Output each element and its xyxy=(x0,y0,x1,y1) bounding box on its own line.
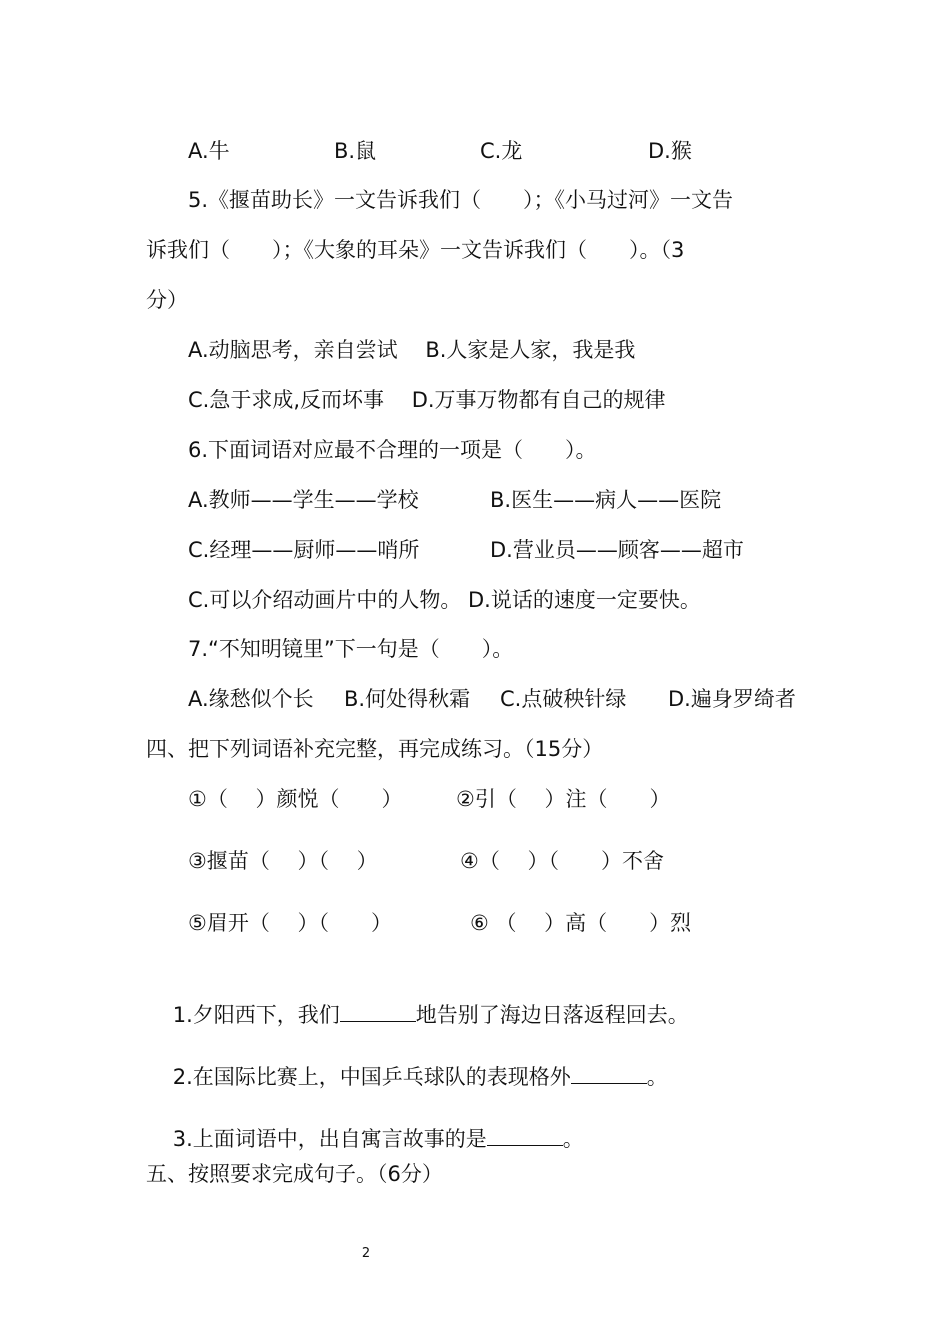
idiom-5: ⑤眉开（ ）（ ） xyxy=(188,911,393,935)
q4-option-a: A.牛 xyxy=(188,139,230,163)
q7-stem: 7.“不知明镜里”下一句是（ ）。 xyxy=(188,637,514,661)
idiom-1: ①（ ）颜悦（ ） xyxy=(188,787,403,811)
q6-option-c: C.经理——厨师——哨所 xyxy=(188,538,420,562)
idiom-3: ③揠苗（ ）（ ） xyxy=(188,849,378,873)
answer-blank-2[interactable] xyxy=(571,1063,647,1084)
q6-option-d: D.营业员——顾客——超市 xyxy=(490,538,744,562)
q6-stem: 6.下面词语对应最不合理的一项是（ ）。 xyxy=(188,438,597,462)
q7-option-c: C.点破秧针绿 xyxy=(500,687,627,711)
fill-sentence-2-suffix: 。 xyxy=(646,1065,668,1089)
idiom-4: ④（ ）（ ）不舍 xyxy=(460,849,665,873)
idiom-2: ②引（ ）注（ ） xyxy=(456,787,671,811)
answer-blank-1[interactable] xyxy=(340,1001,416,1022)
page-number: 2 xyxy=(361,1246,371,1261)
fill-sentence-3-prefix: 3.上面词语中，出自寓言故事的是 xyxy=(172,1127,487,1151)
q4-option-b: B.鼠 xyxy=(334,139,377,163)
section5-title: 五、按照要求完成句子。（6分） xyxy=(146,1162,443,1186)
q4-option-c: C.龙 xyxy=(480,139,523,163)
q5-stem-line3: 分） xyxy=(146,288,188,312)
fill-sentence-2-prefix: 2.在国际比赛上，中国乒乓球队的表现格外 xyxy=(172,1065,571,1089)
q7-option-d: D.遍身罗绮者 xyxy=(668,687,796,711)
q6-option-a: A.教师——学生——学校 xyxy=(188,488,419,512)
q6-extra-options: C.可以介绍动画片中的人物。 D.说话的速度一定要快。 xyxy=(188,588,701,612)
fill-sentence-1-suffix: 地告别了海边日落返程回去。 xyxy=(415,1003,689,1027)
q5-stem-line1: 5.《揠苗助长》一文告诉我们（ ）；《小马过河》一文告 xyxy=(188,188,734,212)
q7-option-b: B.何处得秋霜 xyxy=(344,687,471,711)
q5-options-cd: C.急于求成,反而坏事 D.万事万物都有自己的规律 xyxy=(188,388,666,412)
fill-sentence-3-suffix: 。 xyxy=(562,1127,584,1151)
q5-options-ab: A.动脑思考，亲自尝试 B.人家是人家，我是我 xyxy=(188,338,636,362)
q7-option-a: A.缘愁似个长 xyxy=(188,687,314,711)
q5-stem-line2: 诉我们（ ）；《大象的耳朵》一文告诉我们（ ）。（3 xyxy=(146,238,685,262)
q6-option-b: B.医生——病人——医院 xyxy=(490,488,722,512)
section4-title: 四、把下列词语补充完整，再完成练习。（15分） xyxy=(146,737,604,761)
q4-option-d: D.猴 xyxy=(648,139,692,163)
idiom-6: ⑥ （ ）高（ ）烈 xyxy=(470,911,692,935)
fill-sentence-1-prefix: 1.夕阳西下，我们 xyxy=(172,1003,340,1027)
answer-blank-3[interactable] xyxy=(487,1125,563,1146)
